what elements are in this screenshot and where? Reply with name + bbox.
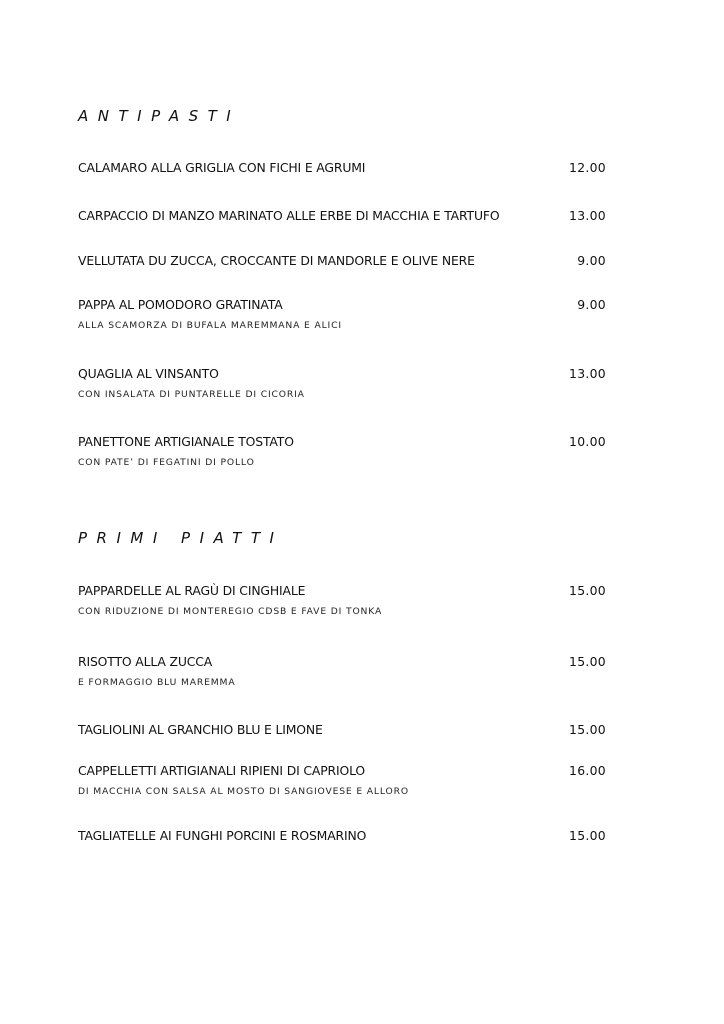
- menu-item-price: 15.00: [569, 654, 606, 669]
- menu-item: [78, 366, 606, 400]
- menu-item-description: E FORMAGGIO BLU MAREMMA: [78, 677, 236, 688]
- menu-item: [78, 828, 606, 843]
- menu-item-name: RISOTTO ALLA ZUCCA: [78, 654, 213, 669]
- menu-item: [78, 297, 606, 331]
- menu-item: [78, 722, 606, 737]
- menu-item-name: CALAMARO ALLA GRIGLIA CON FICHI E AGRUMI: [78, 160, 366, 175]
- menu-item-price: 16.00: [569, 763, 606, 778]
- menu-item-name: CAPPELLETTI ARTIGIANALI RIPIENI DI CAPRIOLO: [78, 763, 366, 778]
- menu-item-name: QUAGLIA AL VINSANTO: [78, 366, 219, 381]
- menu-item-name: PAPPARDELLE AL RAGÙ DI CINGHIALE: [78, 583, 306, 598]
- menu-item-name: TAGLIOLINI AL GRANCHIO BLU E LIMONE: [78, 722, 323, 737]
- menu-item-price: 13.00: [569, 366, 606, 381]
- menu-item: [78, 763, 606, 797]
- menu-item-price: 15.00: [569, 583, 606, 598]
- menu-item-description: CON RIDUZIONE DI MONTEREGIO CDSB E FAVE DI TONKA: [78, 606, 383, 617]
- section-title-antipasti: ANTIPASTI: [78, 107, 241, 125]
- menu-item-name: CARPACCIO DI MANZO MARINATO ALLE ERBE DI MACCHIA E TARTUFO: [78, 208, 500, 223]
- menu-item-description: CON PATE’ DI FEGATINI DI POLLO: [78, 457, 255, 468]
- section-title-primi-piatti: PRIMI PIATTI: [78, 529, 284, 547]
- menu-item-price: 9.00: [577, 297, 606, 312]
- menu-item: [78, 583, 606, 617]
- menu-item-name: VELLUTATA DU ZUCCA, CROCCANTE DI MANDORLE E OLIVE NERE: [78, 253, 475, 268]
- menu-item-name: TAGLIATELLE AI FUNGHI PORCINI E ROSMARINO: [78, 828, 367, 843]
- menu-item-name: PAPPA AL POMODORO GRATINATA: [78, 297, 283, 312]
- menu-item: [78, 208, 606, 223]
- menu-item-name: PANETTONE ARTIGIANALE TOSTATO: [78, 434, 294, 449]
- menu-item: [78, 253, 606, 268]
- menu-item-price: 10.00: [569, 434, 606, 449]
- menu-item-description: CON INSALATA DI PUNTARELLE DI CICORIA: [78, 389, 305, 400]
- menu-item-price: 15.00: [569, 828, 606, 843]
- menu-item: [78, 160, 606, 175]
- menu-item: [78, 654, 606, 688]
- menu-item-price: 15.00: [569, 722, 606, 737]
- menu-item-price: 13.00: [569, 208, 606, 223]
- menu-item-description: ALLA SCAMORZA DI BUFALA MAREMMANA E ALICI: [78, 320, 342, 331]
- menu-item-price: 9.00: [577, 253, 606, 268]
- menu-item-description: DI MACCHIA CON SALSA AL MOSTO DI SANGIOVESE E ALLORO: [78, 786, 409, 797]
- menu-item-price: 12.00: [569, 160, 606, 175]
- menu-item: [78, 434, 606, 468]
